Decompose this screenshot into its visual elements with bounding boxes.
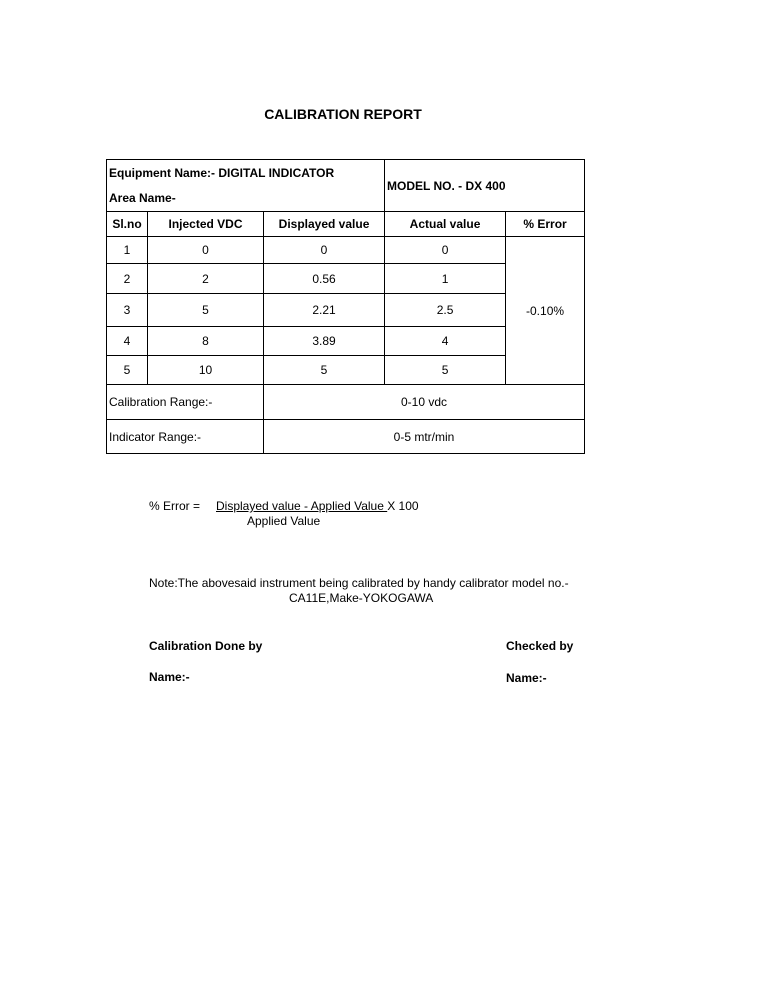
cell-sl-no: 5 [107, 356, 148, 385]
cell-displayed: 5 [264, 356, 385, 385]
report-title: CALIBRATION REPORT [264, 106, 422, 122]
area-name: Area Name- [107, 186, 385, 212]
cell-actual: 2.5 [385, 294, 506, 327]
formula-denominator: Applied Value [247, 514, 321, 528]
cell-actual: 4 [385, 327, 506, 356]
header-displayed-value: Displayed value [264, 212, 385, 237]
cell-injected: 5 [148, 294, 264, 327]
calibration-table [106, 159, 585, 454]
header-error: % Error [506, 212, 585, 237]
cell-displayed: 3.89 [264, 327, 385, 356]
header-sl-no: Sl.no [107, 212, 148, 237]
cell-injected: 2 [148, 264, 264, 294]
cell-sl-no: 1 [107, 237, 148, 264]
cell-actual: 5 [385, 356, 506, 385]
calibration-range-label: Calibration Range:- [107, 385, 264, 420]
cell-sl-no: 2 [107, 264, 148, 294]
note-line-1: Note:The abovesaid instrument being calibrated by handy calibrator model no.- [149, 576, 569, 590]
checked-by-name: Name:- [506, 671, 547, 685]
cell-injected: 8 [148, 327, 264, 356]
cell-displayed: 0 [264, 237, 385, 264]
cell-injected: 10 [148, 356, 264, 385]
calibration-range-value: 0-10 vdc [264, 385, 585, 420]
done-by-name: Name:- [149, 670, 190, 684]
note-line-2: CA11E,Make-YOKOGAWA [289, 591, 434, 605]
cell-sl-no: 3 [107, 294, 148, 327]
error-value: -0.10% [506, 237, 585, 385]
cell-injected: 0 [148, 237, 264, 264]
cell-actual: 1 [385, 264, 506, 294]
table-row [107, 237, 585, 264]
formula-label: % Error = [149, 499, 201, 513]
model-no: MODEL NO. - DX 400 [385, 160, 585, 212]
error-formula [149, 499, 419, 528]
cell-displayed: 0.56 [264, 264, 385, 294]
cell-actual: 0 [385, 237, 506, 264]
cell-sl-no: 4 [107, 327, 148, 356]
equipment-name: Equipment Name:- DIGITAL INDICATOR [107, 160, 385, 186]
calibration-note [149, 576, 599, 606]
indicator-range-label: Indicator Range:- [107, 420, 264, 454]
formula-multiplier: X 100 [387, 499, 419, 513]
header-injected-vdc: Injected VDC [148, 212, 264, 237]
cell-displayed: 2.21 [264, 294, 385, 327]
formula-numerator: Displayed value - Applied Value [216, 499, 388, 513]
header-actual-value: Actual value [385, 212, 506, 237]
indicator-range-value: 0-5 mtr/min [264, 420, 585, 454]
checked-by: Checked by [506, 639, 574, 653]
calibration-done-by: Calibration Done by [149, 639, 263, 653]
